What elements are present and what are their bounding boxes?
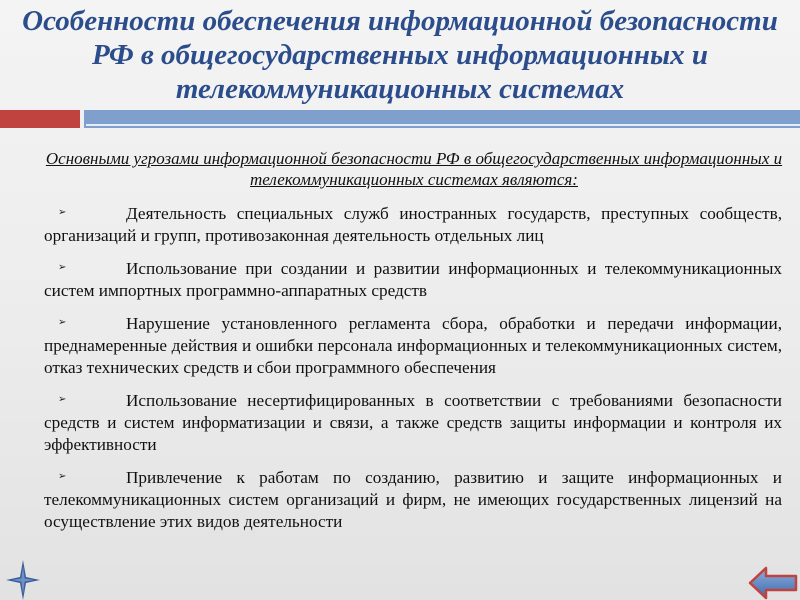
- list-item-text: Привлечение к работам по созданию, развитию и защите информационных и телекоммуникационных систем организаций и фирм, не имеющих государственных лицензий на осуществление этих видов деятельности: [44, 468, 782, 531]
- list-item-text: Использование несертифицированных в соответствии с требованиями безопасности средств и систем информатизации и связи, а также средств защиты информации и контроля их эффективности: [44, 391, 782, 454]
- arrow-bullet-icon: ➢: [58, 317, 67, 328]
- divider-red-block: [0, 110, 80, 128]
- title-divider: [0, 110, 800, 128]
- arrow-bullet-icon: ➢: [58, 394, 67, 405]
- threat-list: [44, 203, 782, 544]
- divider-line: [86, 124, 800, 126]
- list-item: [44, 467, 782, 533]
- list-item-text: Использование при создании и развитии информационных и телекоммуникационных систем импортных программно-аппаратных средств: [44, 259, 782, 300]
- list-item-text: Деятельность специальных служб иностранных государств, преступных сообществ, организаций и групп, противозаконная деятельность отдельных лиц: [44, 204, 782, 245]
- slide-title: Особенности обеспечения информационной безопасности РФ в общегосударственных информационных и телекоммуникационных системах: [22, 5, 778, 105]
- arrow-bullet-icon: ➢: [58, 262, 67, 273]
- arrow-bullet-icon: ➢: [58, 207, 67, 218]
- back-arrow-icon[interactable]: [748, 566, 798, 600]
- list-item-text: Нарушение установленного регламента сбора, обработки и передачи информации, преднамеренные действия и ошибки персонала информационных и телекоммуникационных систем, отказ технических средств и сбои программного обеспечения: [44, 314, 782, 377]
- intro-heading: Основными угрозами информационной безопасности РФ в общегосударственных информационных и телекоммуникационных системах являются:: [45, 149, 783, 189]
- list-item: [44, 390, 782, 456]
- list-item: [44, 313, 782, 379]
- list-item: [44, 258, 782, 302]
- compass-star-icon: [6, 560, 40, 600]
- list-item: [44, 203, 782, 247]
- arrow-bullet-icon: ➢: [58, 471, 67, 482]
